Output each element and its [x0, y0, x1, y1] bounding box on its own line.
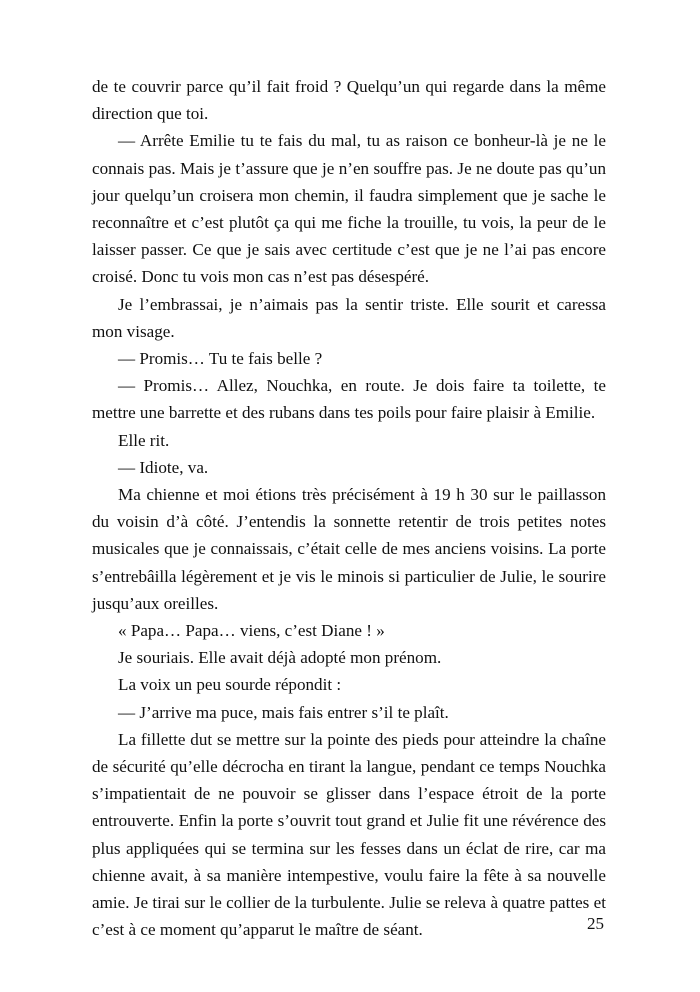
paragraph-6: Elle rit. — [118, 430, 170, 450]
page-number: 25 — [587, 914, 604, 933]
paragraph-5: — Promis… Allez, Nouchka, en route. Je dois faire ta toilette, te mettre une barrette et des rubans dans tes poils pour faire plaisir à Emilie. — [92, 376, 606, 423]
paragraph-13: La fillette dut se mettre sur la pointe des pieds pour atteindre la chaîne de sécurité qu’elle décrocha en tirant la langue, pendant ce temps Nouchka s’impatientait de ne pouvoir se glisser dans l’espace étroit de la porte entrouverte. Enfin la porte s’ouvrit tout grand et Julie fit une révérence des plus appliquées qui se termina sur les fesses dans un éclat de rire, car ma chienne avait, à sa manière intempestive, voulu faire la fête à sa nouvelle amie. Je tirai sur le collier de la turbulente. Julie se releva à quatre pattes et c’est à ce moment qu’apparut le maître de séant. — [92, 729, 606, 940]
paragraph-2: — Arrête Emilie tu te fais du mal, tu as raison ce bonheur-là je ne le connais pas. Mais je t’assure que je n’en souffre pas. Je ne doute pas qu’un jour quelqu’un croisera mon chemin, il faudra simplement que je sache le reconnaître et c’est plutôt ça qui me fiche la trouille, tu vois, la peur de le laisser passer. Ce que je sais avec certitude c’est que je ne l’ai pas encore croisé. Donc tu vois mon cas n’est pas désespéré. — [92, 131, 606, 287]
paragraph-3: Je l’embrassai, je n’aimais pas la sentir triste. Elle sourit et caressa mon visage. — [92, 294, 606, 341]
paragraph-9: « Papa… Papa… viens, c’est Diane ! » — [118, 621, 385, 641]
paragraph-12: — J’arrive ma puce, mais fais entrer s’il te plaît. — [118, 702, 449, 722]
body-text — [92, 73, 606, 944]
paragraph-4: — Promis… Tu te fais belle ? — [118, 349, 323, 369]
paragraph-8: Ma chienne et moi étions très précisément à 19 h 30 sur le paillasson du voisin d’à côté. J’entendis la sonnette retentir de trois petites notes musicales que je connaissais, c’était celle de mes anciens voisins. La porte s’entrebâilla légèrement et je vis le minois si particulier de Julie, le sourire jusqu’aux oreilles. — [92, 485, 606, 613]
paragraph-1: de te couvrir parce qu’il fait froid ? Quelqu’un qui regarde dans la même direction que toi. — [92, 77, 606, 124]
paragraph-7: — Idiote, va. — [118, 457, 209, 477]
paragraph-10: Je souriais. Elle avait déjà adopté mon prénom. — [118, 648, 442, 668]
paragraph-11: La voix un peu sourde répondit : — [118, 675, 342, 695]
